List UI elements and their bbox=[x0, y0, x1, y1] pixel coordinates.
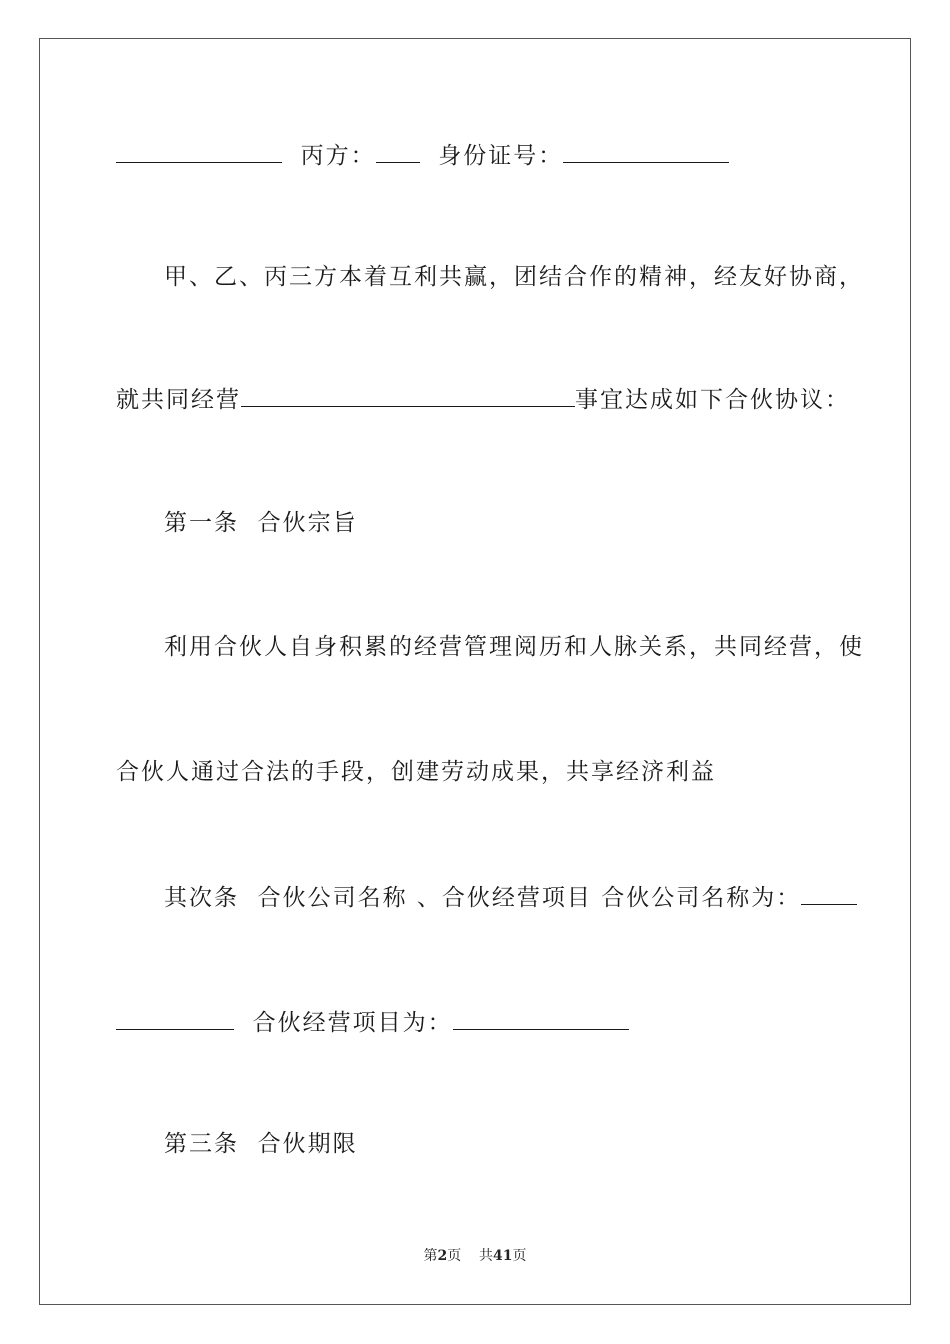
page-frame bbox=[39, 38, 911, 1305]
paragraph-line: 甲、乙、丙三方本着互利共赢，团结合作的精神，经友好协商， bbox=[164, 264, 864, 290]
party-c-label: 丙方： bbox=[300, 143, 376, 169]
blank-field bbox=[376, 140, 420, 163]
text-segment: 就共同经营 bbox=[116, 387, 241, 413]
article-heading bbox=[164, 882, 857, 913]
footer-text: 页 bbox=[447, 1248, 462, 1264]
paragraph-line bbox=[116, 384, 850, 415]
paragraph-line: 利用合伙人自身积累的经营管理阅历和人脉关系，共同经营，使 bbox=[164, 634, 864, 660]
blank-field bbox=[801, 882, 857, 905]
footer-text: 共 bbox=[479, 1248, 494, 1264]
footer-text: 第 bbox=[423, 1248, 438, 1264]
article-heading: 第一条 合伙宗旨 bbox=[164, 510, 358, 536]
text-segment: 事宜达成如下合伙协议： bbox=[575, 387, 850, 413]
id-number-label: 身份证号： bbox=[438, 143, 564, 169]
page-footer bbox=[0, 1245, 950, 1265]
footer-text: 页 bbox=[512, 1248, 527, 1264]
total-pages: 41 bbox=[493, 1248, 513, 1264]
party-c-line bbox=[116, 140, 729, 171]
paragraph-line: 合伙人通过合法的手段，创建劳动成果，共享经济利益 bbox=[116, 759, 716, 785]
page-number: 2 bbox=[437, 1248, 448, 1264]
blank-field bbox=[116, 1007, 234, 1030]
article-heading: 第三条 合伙期限 bbox=[164, 1131, 358, 1157]
blank-field bbox=[116, 140, 282, 163]
text-segment: 其次条 合伙公司名称 、合伙经营项目 合伙公司名称为： bbox=[164, 885, 802, 911]
blank-field bbox=[241, 384, 575, 407]
blank-field bbox=[453, 1007, 629, 1030]
blank-field bbox=[563, 140, 729, 163]
paragraph-line bbox=[116, 1007, 629, 1038]
text-segment: 合伙经营项目为： bbox=[252, 1010, 453, 1036]
